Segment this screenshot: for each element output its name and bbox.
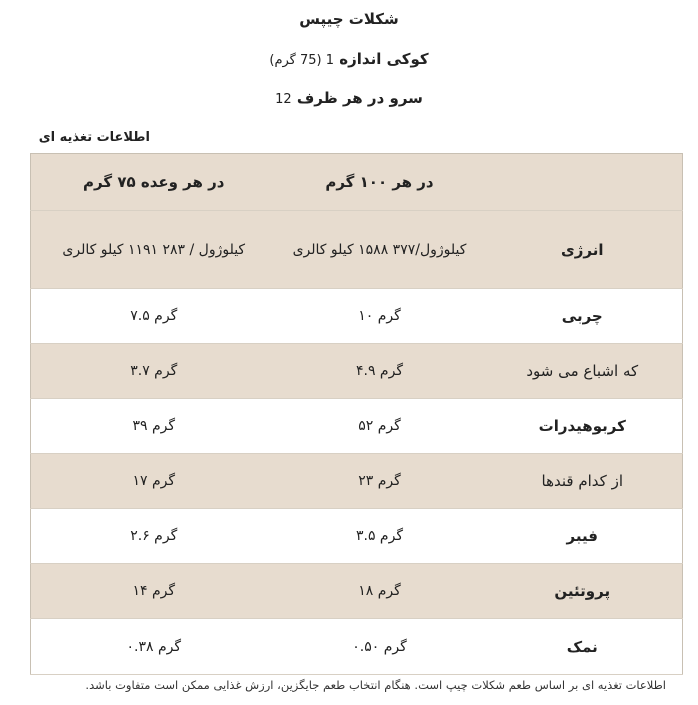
nutrition-table xyxy=(30,153,683,675)
per-100g-cell: گرم ۱۸ xyxy=(277,564,483,619)
nutrient-label: که اشباع می شود xyxy=(483,344,683,399)
per-100g-cell: گرم ۳.۵ xyxy=(277,509,483,564)
servings-value: 12 xyxy=(275,92,292,107)
per-100g-cell: گرم ۲۳ xyxy=(277,454,483,509)
per-serving-cell: کیلوژول / ۲۸۳ ۱۱۹۱ کیلو کالری xyxy=(31,211,277,289)
table-row xyxy=(31,564,683,619)
nutrition-heading: اطلاعات تغذیه ای xyxy=(38,130,150,145)
nutrient-label: از کدام قندها xyxy=(483,454,683,509)
footnote: اطلاعات تغذیه ای بر اساس طعم شکلات چیپ است. هنگام انتخاب طعم جایگزین، ارزش غذایی ممکن است متفاوت باشد. xyxy=(85,678,666,692)
per-100g-cell: گرم ۵۲ xyxy=(277,399,483,454)
per-serving-cell: گرم ۷.۵ xyxy=(31,289,277,344)
per-100g-cell: گرم ۱۰ xyxy=(277,289,483,344)
cookie-size-line xyxy=(0,50,698,68)
per-serving-cell: گرم ۱۴ xyxy=(31,564,277,619)
nutrient-label: فیبر xyxy=(483,509,683,564)
table-row xyxy=(31,211,683,289)
table-row xyxy=(31,399,683,454)
table-row xyxy=(31,454,683,509)
per-100g-cell: گرم ۴.۹ xyxy=(277,344,483,399)
nutrient-label: انرژی xyxy=(483,211,683,289)
cookie-size-label: کوکی اندازه xyxy=(339,50,429,68)
nutrient-label: پروتئین xyxy=(483,564,683,619)
cookie-size-value: 1 (75 گرم) xyxy=(269,53,335,68)
per-serving-cell: گرم ۳۹ xyxy=(31,399,277,454)
table-row xyxy=(31,344,683,399)
per-100g-cell: کیلوژول/۳۷۷ ۱۵۸۸ کیلو کالری xyxy=(277,211,483,289)
table-row xyxy=(31,289,683,344)
table-row xyxy=(31,509,683,564)
nutrient-label: کربوهیدرات xyxy=(483,399,683,454)
servings-line xyxy=(0,89,698,107)
per-serving-cell: گرم ۰.۳۸ xyxy=(31,619,277,675)
column-header-per-100g: در هر ۱۰۰ گرم xyxy=(277,154,483,211)
product-title: شکلات چیپس xyxy=(299,10,399,28)
table-row xyxy=(31,619,683,675)
per-100g-cell: گرم ۰.۵۰ xyxy=(277,619,483,675)
column-header-per-serving: در هر وعده ۷۵ گرم xyxy=(31,154,277,211)
per-serving-cell: گرم ۳.۷ xyxy=(31,344,277,399)
table-header-row xyxy=(31,154,683,211)
per-serving-cell: گرم ۲.۶ xyxy=(31,509,277,564)
per-serving-cell: گرم ۱۷ xyxy=(31,454,277,509)
column-header-label xyxy=(483,154,683,211)
nutrient-label: چربی xyxy=(483,289,683,344)
nutrient-label: نمک xyxy=(483,619,683,675)
servings-label: سرو در هر ظرف xyxy=(296,89,423,107)
